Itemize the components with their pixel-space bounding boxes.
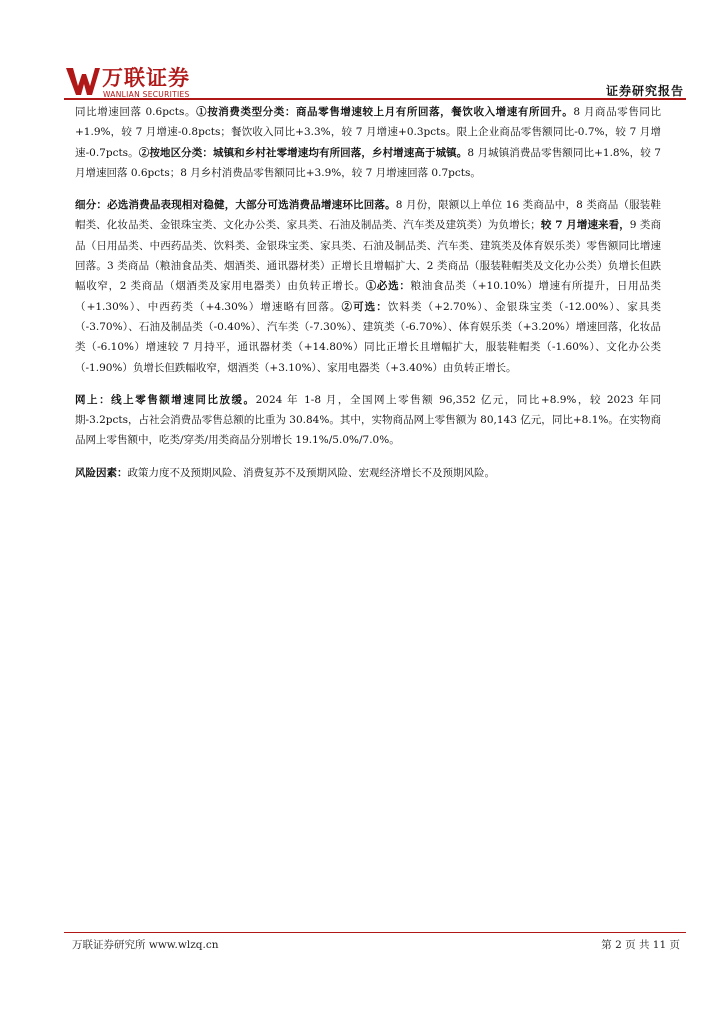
bold-text-run: ①按消费类型分类：商品零售增速较上月有所回落，餐饮收入增速有所回升。 — [196, 106, 574, 118]
report-body — [75, 102, 661, 495]
text-run: 8 月商品零售同比+1.9%，较 7 月增速-0.8pcts；餐饮收入同比+3.3%，较 7 月增速+0.3pcts。限上企业商品零售额同比-0.7%，较 7 月增速-0.7pcts。 — [75, 106, 662, 159]
report-type-title: 证券研究报告 — [605, 84, 684, 98]
paragraph-online-retail — [75, 390, 661, 451]
text-run: 9 类商品（日用品类、中西药品类、饮料类、金银珠宝类、家具类、石油及制品类、汽车类、建筑类及体育娱乐类）零售额同比增速回落。3 类商品（粮油食品类、烟酒类、通讯器材类）正增长且增幅扩大、2 类商品（服装鞋帽类及文化办公类）负增长但跌幅收窄，2 类商品（烟酒类及家用电器类）由负转正增长。 — [75, 219, 661, 293]
logo-text-cn: 万联证券 — [102, 66, 190, 90]
paragraph-risk-factors — [75, 463, 661, 483]
text-run: 8 月城镇消费品零售额同比+1.8%，较 7 月增速回落 0.6pcts；8 月乡村消费品零售额同比+3.9%，较 7 月增速回落 0.7pcts。 — [75, 146, 661, 179]
text-run: 政策力度不及预期风险、消费复苏不及预期风险、宏观经济增长不及预期风险。 — [127, 466, 495, 479]
page-number: 第 2 页 共 11 页 — [601, 939, 680, 951]
bold-text-run: 较 7 月增速来看， — [540, 219, 630, 232]
footer-source: 万联证券研究所 www.wlzq.cn — [72, 939, 219, 951]
text-run: 8 月份，限额以上单位 16 类商品中，8 类商品（服装鞋帽类、化妆品类、金银珠宝类、文化办公类、家具类、石油及制品类、汽车类及建筑类）为负增长； — [75, 199, 662, 232]
bold-text-run: 风险因素： — [75, 466, 128, 479]
bold-text-run: 细分：必选消费品表现相对稳健，大部分可选消费品增速环比回落。 — [75, 199, 396, 212]
wanlian-logo — [66, 66, 226, 100]
bold-text-run: ②可选： — [341, 300, 388, 313]
text-run: 2024 年 1-8 月，全国网上零售额 96,352 亿元，同比+8.9%，较 2023 年同期-3.2pcts，占社会消费品零售总额的比重为 30.84%。其中，实物商品网上零售额为 80,143 亿元，同比+8.1%。在实物商品网上零售额中，吃类/穿类/用类商品分别增长 19.1%/5.0%/7.0%。 — [75, 393, 661, 447]
text-run: 粮油食品类（+10.10%）增速有所提升，日用品类（+1.30%）、中西药类（+4.30%）增速略有回落。 — [75, 280, 661, 313]
bold-text-run: ②按地区分类：城镇和乡村社零增速均有所回落，乡村增速高于城镇。 — [138, 146, 468, 159]
paragraph-subcategories — [75, 195, 661, 378]
footer-divider — [64, 932, 686, 933]
text-run: 同比增速回落 0.6pcts。 — [75, 106, 197, 118]
wanlian-w-logo-icon — [66, 66, 100, 96]
paragraph-retail-categories — [75, 102, 661, 183]
logo-text-en: WANLIAN SECURITIES — [103, 90, 190, 99]
bold-text-run: ①必选： — [365, 280, 411, 293]
bold-text-run: 网上：线上零售额增速同比放缓。 — [75, 393, 256, 406]
text-run: 饮料类（+2.70%）、金银珠宝类（-12.00%）、家具类（-3.70%）、石油及制品类（-0.40%）、汽车类（-7.30%）、建筑类（-6.70%）、体育娱乐类（+3.20%）增速回落，化妆品类（-6.10%）增速较 7 月持平，通讯器材类（+14.80%）同比正增长且增幅扩大，服装鞋帽类（-1.60%）、文化办公类（-1.90%）负增长但跌幅收窄，烟酒类（+3.10%）、家用电器类（+3.40%）由负转正增长。 — [75, 300, 661, 374]
header-divider — [64, 98, 686, 100]
